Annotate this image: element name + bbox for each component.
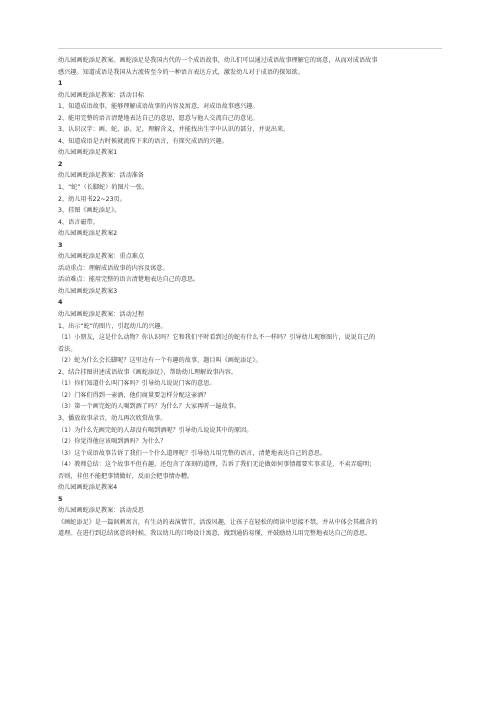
text-line: 活动重点：理解成语故事的内容及寓意。 [58,264,169,272]
text-line: 看法。 [58,345,77,353]
text-line: 幼儿园画蛇添足教案。画蛇添足是我国古代的一个成语故事，幼儿们可以通过成语故事理解它的寓意，从而对成语故事 [58,57,378,64]
text-line: 幼儿园画蛇添足教案3 [58,287,118,295]
text-line: 1、出示“蛇”的图片，引起幼儿的兴趣。 [58,322,167,330]
text-line: 幼儿园画蛇添足教案4 [58,484,118,492]
text-line: 3、播放故事录音，幼儿再次欣赏故事。 [58,414,167,422]
section-number: 4 [58,298,63,307]
text-line: 感兴趣。知道成语是我国从古流传至今的一种语言表达方式，激发幼儿对于成语的探知欲。 [58,68,304,76]
document-body [58,55,442,540]
text-line: （2）蛇为什么会长脚呢？这里边有一个有趣的故事，题目叫《画蛇添足》。 [58,357,262,365]
text-line: 4、知道成语是古时候就流传下来的语言，有探究成语的兴趣。 [58,137,228,145]
text-line: 幼儿园画蛇添足教案2 [58,230,118,238]
section-number: 2 [58,159,63,168]
top-divider [58,48,442,49]
text-line: （1）你们知道什么叫门客吗？引导幼儿说说门客的意思。 [58,380,216,388]
text-line: 幼儿园画蛇添足教案1 [58,149,118,157]
text-line: （3）第一个画完蛇的人喝到酒了吗？为什么？大家再听一遍故事。 [58,403,241,411]
text-line: 4、语言磁带。 [58,218,99,226]
text-line: 1、“蛇”（长脚蛇）的图片一张。 [58,184,149,192]
text-line: 《画蛇添足》是一篇讽刺寓言，有生动的表演情节，活泼风趣，让孩子在轻松的阅读中思接不禁，并从中体会其蕴含的 [58,518,378,526]
text-line: 3、认识汉字：画、蛇、添、足，理解含义，并能找出生字中认识的部分，并说出来。 [58,126,290,134]
text-line: 幼儿园画蛇添足教案：活动反思 [58,507,145,515]
text-line: 3、挂图《画蛇添足》。 [58,207,121,215]
text-line: 否则，非但不能把事情做好，反而会把事情办糟。 [58,472,194,480]
text-line: （3）这个成语故事告诉了我们一个什么道理呢？引导幼儿用完整的语言，清楚地表达自己的意思。 [58,449,327,457]
text-line: 幼儿园画蛇添足教案：活动过程 [58,311,145,319]
text-line: （2）你觉得他应该喝到酒吗？为什么？ [58,438,167,446]
text-line: 道理。在进行到总结寓意的时候，我以幼儿的口吻设计寓意，做到通俗易懂，并鼓励幼儿用完整地表达自己的意思。 [58,530,372,538]
text-line: 幼儿园画蛇添足教案：活动准备 [58,172,145,180]
text-line: 1、知道成语故事，能够理解成语故事的内容及寓意，对成语故事感兴趣。 [58,103,259,111]
text-line: 幼儿园画蛇添足教案：活动目标 [58,91,145,99]
text-line: 幼儿园画蛇添足教案：重点难点 [58,253,145,261]
text-line: 2、能用完整的语言清楚地表达自己的意思，愿意与他人交流自己的意见。 [58,114,259,122]
text-line: （2）门客们得到一壶酒，他们商量要怎样分配这壶酒？ [58,391,210,399]
text-line: （1）小朋友，这是什么动物？你认识吗？它和我们平时看到过的蛇有什么不一样吗？引导幼儿观察图片，说说自己的 [58,334,376,342]
text-line: 2、结合挂图讲述成语故事《画蛇添足》，帮助幼儿理解故事内容。 [58,368,238,376]
text-line: （1）为什么先画完蛇的人却没有喝到酒呢？引导幼儿说说其中的原因。 [58,426,253,434]
text-line: 活动难点：能用完整的语言清楚地表达自己的意思。 [58,276,200,284]
section-number: 1 [58,79,63,88]
text-line: 2、幼儿用书22~23页。 [58,195,126,203]
text-line: （4）教师总结：这个故事不但有趣，还包含了深刻的道理，告诉了我们无论做如何事情都要实事求是，不卖弄聪明； [58,461,376,469]
section-number: 3 [58,240,63,249]
section-number: 5 [58,494,63,503]
